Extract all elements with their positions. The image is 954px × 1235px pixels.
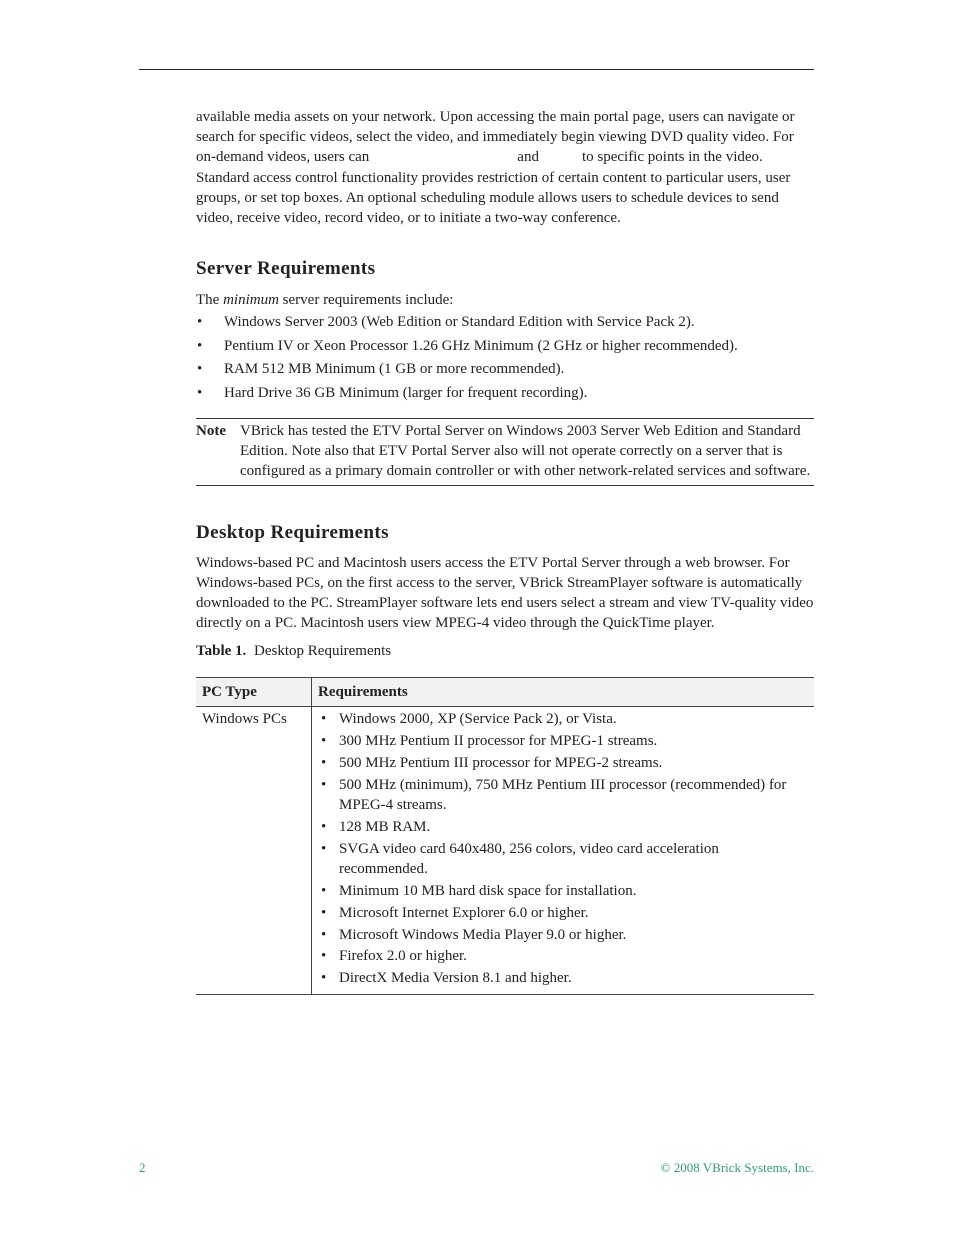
list-item: • Microsoft Windows Media Player 9.0 or higher. — [318, 925, 808, 945]
desktop-requirements-heading: Desktop Requirements — [196, 521, 389, 543]
intro-text-1: available media assets on your network. Upon accessing the main portal page, users can navigate or search for specific videos, select the video, and immediately begin viewing DVD quality video. For on-demand videos, users can — [196, 109, 795, 166]
table-caption-label: Table 1. — [196, 643, 247, 660]
note-box — [196, 418, 814, 486]
list-item: • Hard Drive 36 GB Minimum (larger for frequent recording). — [196, 383, 814, 403]
table-caption-text: Desktop Requirements — [254, 643, 392, 660]
requirements-cell — [312, 707, 815, 995]
list-item: • 300 MHz Pentium II processor for MPEG-1 streams. — [318, 731, 808, 751]
header-pc-type: PC Type — [196, 678, 312, 707]
list-item: • 500 MHz Pentium III processor for MPEG-2 streams. — [318, 753, 808, 773]
server-requirements-heading: Server Requirements — [196, 258, 376, 280]
table-header-row — [196, 678, 814, 707]
desktop-paragraph: Windows-based PC and Macintosh users access the ETV Portal Server through a web browser. For Windows-based PCs, on the first access to the server, VBrick StreamPlayer software is automatically downloaded to the PC. StreamPlayer software lets end users select a stream and view TV-quality video directly on a PC. Macintosh users view MPEG-4 video through the QuickTime player. — [196, 554, 814, 632]
server-lead: The minimum server requirements include: — [196, 292, 454, 309]
header-rule — [139, 69, 814, 70]
intro-text-2: and — [517, 149, 539, 166]
list-item: • RAM 512 MB Minimum (1 GB or more recommended). — [196, 359, 814, 379]
list-item: • Minimum 10 MB hard disk space for installation. — [318, 881, 808, 901]
page-content — [196, 107, 814, 995]
table-row — [196, 707, 814, 995]
requirements-list — [318, 709, 808, 988]
list-item: • Microsoft Internet Explorer 6.0 or higher. — [318, 903, 808, 923]
copyright: © 2008 VBrick Systems, Inc. — [660, 1160, 814, 1175]
page-number: 2 — [139, 1160, 146, 1175]
list-item: • 500 MHz (minimum), 750 MHz Pentium III processor (recommended) for MPEG-4 streams. — [318, 775, 808, 815]
server-requirements-list — [196, 312, 814, 402]
header-requirements: Requirements — [312, 678, 815, 707]
intro-text-3: to specific points in the video. Standard access control functionality provides restriction of certain content to particular users, user groups, or set top boxes. An optional scheduling module allows users to schedule devices to send video, receive video, record video, or to initiate a two-way conference. — [196, 149, 791, 227]
desktop-requirements-table — [196, 677, 814, 995]
list-item: • 128 MB RAM. — [318, 817, 808, 837]
list-item: • Pentium IV or Xeon Processor 1.26 GHz Minimum (2 GHz or higher recommended). — [196, 336, 814, 356]
emphasis-minimum: minimum — [223, 292, 279, 309]
note-text: VBrick has tested the ETV Portal Server on Windows 2003 Server Web Edition and Standard Edition. Note also that ETV Portal Server also will not operate correctly on a server that is configured as a primary domain controller or with other network-related services and software. — [240, 422, 811, 479]
list-item: • Windows 2000, XP (Service Pack 2), or Vista. — [318, 709, 808, 729]
note-label: Note — [196, 422, 226, 439]
list-item: • DirectX Media Version 8.1 and higher. — [318, 968, 808, 988]
list-item: • SVGA video card 640x480, 256 colors, video card acceleration recommended. — [318, 839, 808, 879]
intro-paragraph — [196, 107, 814, 228]
table-caption — [196, 641, 814, 661]
list-item: • Firefox 2.0 or higher. — [318, 946, 808, 966]
pc-type-cell: Windows PCs — [196, 707, 312, 995]
list-item: • Windows Server 2003 (Web Edition or Standard Edition with Service Pack 2). — [196, 312, 814, 332]
